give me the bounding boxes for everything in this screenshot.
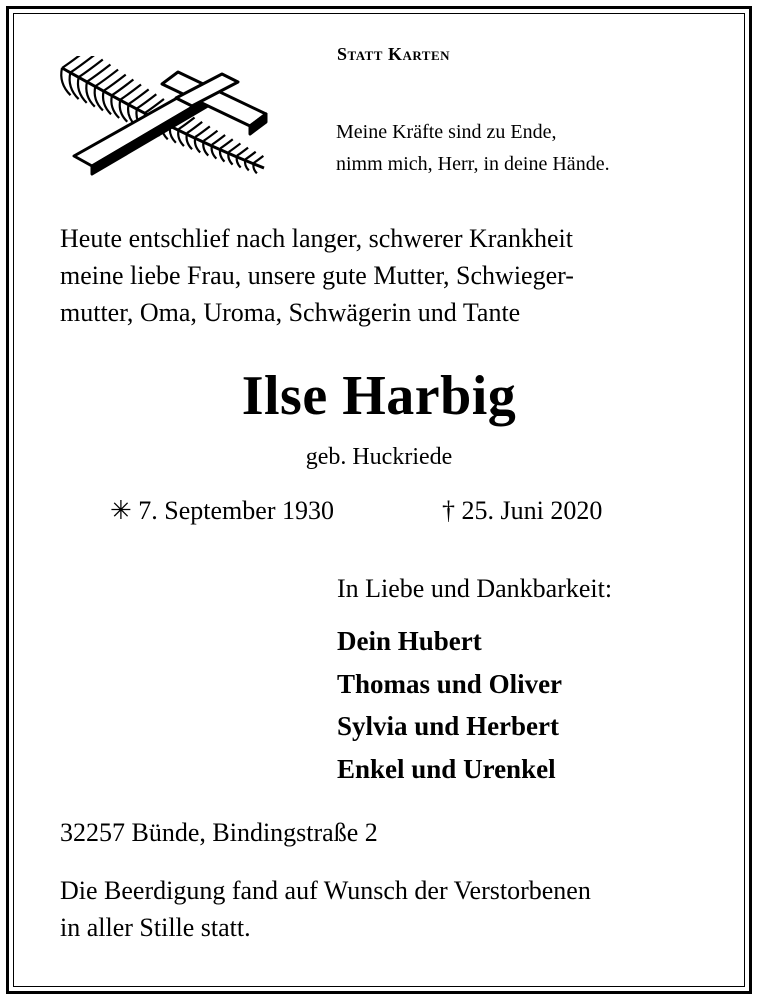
- mourner-item: Dein Hubert: [337, 626, 482, 656]
- address: 32257 Bünde, Bindingstraße 2: [60, 818, 378, 847]
- birth-date-line: [110, 496, 334, 526]
- maiden-name: geb. Huckriede: [305, 444, 453, 470]
- death-date: 25. Juni 2020: [461, 496, 603, 525]
- intro-line-3: mutter, Oma, Uroma, Schwägerin und Tante: [60, 298, 521, 327]
- cross-with-palm-frond-icon: [52, 56, 292, 176]
- birth-symbol: ✳: [110, 496, 132, 525]
- verse: [336, 116, 610, 180]
- death-symbol: †: [442, 496, 455, 525]
- verse-line-1: Meine Kräfte sind zu Ende,: [336, 121, 557, 143]
- closing-line-1: Die Beerdigung fand auf Wunsch der Verstorbenen: [60, 876, 591, 905]
- mourners-list: [337, 620, 562, 790]
- verse-line-2: nimm mich, Herr, in deine Hände.: [336, 153, 610, 175]
- mourner-item: Thomas und Oliver: [337, 668, 563, 699]
- heading-statt-karten: Statt Karten: [337, 44, 451, 64]
- gratitude-line: In Liebe und Dankbarkeit:: [337, 574, 613, 603]
- birth-date: 7. September 1930: [138, 496, 334, 525]
- closing-text: [60, 872, 591, 946]
- intro-line-2: meine liebe Frau, unsere gute Mutter, Schwieger-: [60, 261, 574, 290]
- deceased-name: Ilse Harbig: [241, 365, 517, 427]
- mourner-item: Sylvia und Herbert: [337, 711, 560, 741]
- intro-text: [60, 220, 574, 331]
- mourner-item: Enkel und Urenkel: [337, 753, 556, 784]
- intro-line-1: Heute entschlief nach langer, schwerer Krankheit: [60, 224, 573, 253]
- closing-line-2: in aller Stille statt.: [60, 913, 251, 942]
- death-date-line: [442, 496, 602, 526]
